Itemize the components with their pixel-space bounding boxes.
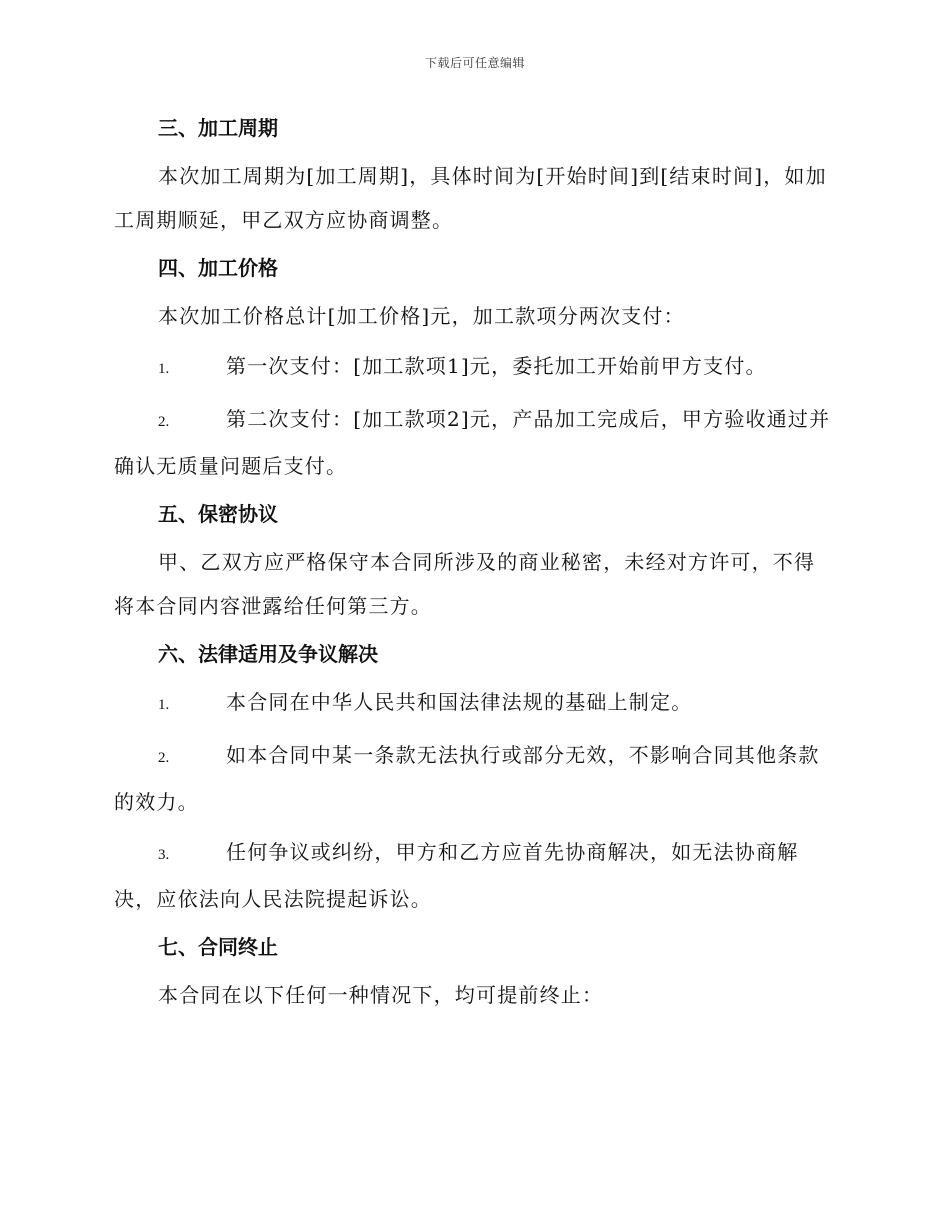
list-item xyxy=(114,830,836,921)
list-item-number: 2. xyxy=(158,414,170,430)
list-item-text: 如本合同中某一条款无法执行或部分无效，不影响合同其他条款的效力。 xyxy=(114,743,820,814)
document-body xyxy=(114,108,836,1023)
list-item-number: 1. xyxy=(158,697,170,713)
section-paragraph-processing-period: 本次加工周期为[加工周期]，具体时间为[开始时间]到[结束时间]，如加工周期顺延，甲乙双方应协商调整。 xyxy=(114,164,827,232)
section-paragraph-confidentiality: 甲、乙双方应严格保守本合同所涉及的商业秘密，未经对方许可，不得将本合同内容泄露给任何第三方。 xyxy=(114,550,816,618)
section-heading-contract-termination: 七、合同终止 xyxy=(158,935,278,959)
list-item xyxy=(114,344,836,391)
list-item xyxy=(114,680,836,727)
list-item-text: 本合同在中华人民共和国法律法规的基础上制定。 xyxy=(226,690,693,714)
section-paragraph-contract-termination: 本合同在以下任何一种情况下，均可提前终止： xyxy=(158,983,604,1007)
list-item xyxy=(114,733,836,824)
list-item-text: 第二次支付：[加工款项2]元，产品加工完成后，甲方验收通过并确认无质量问题后支付。 xyxy=(114,407,831,478)
list-item xyxy=(114,397,836,488)
list-item-number: 1. xyxy=(158,361,170,377)
list-item-number: 2. xyxy=(158,750,170,766)
section-heading-law-and-disputes: 六、法律适用及争议解决 xyxy=(158,642,378,666)
page-header-note: 下载后可任意编辑 xyxy=(424,56,525,70)
list-item-text: 第一次支付：[加工款项1]元，委托加工开始前甲方支付。 xyxy=(226,354,767,378)
section-heading-confidentiality: 五、保密协议 xyxy=(158,502,278,526)
section-heading-processing-price: 四、加工价格 xyxy=(158,256,278,280)
list-item-number: 3. xyxy=(158,847,170,863)
section-paragraph-processing-price: 本次加工价格总计[加工价格]元，加工款项分两次支付： xyxy=(158,304,685,328)
section-heading-processing-period: 三、加工周期 xyxy=(158,116,278,140)
list-item-text: 任何争议或纠纷，甲方和乙方应首先协商解决，如无法协商解决，应依法向人民法院提起诉讼。 xyxy=(114,840,799,911)
